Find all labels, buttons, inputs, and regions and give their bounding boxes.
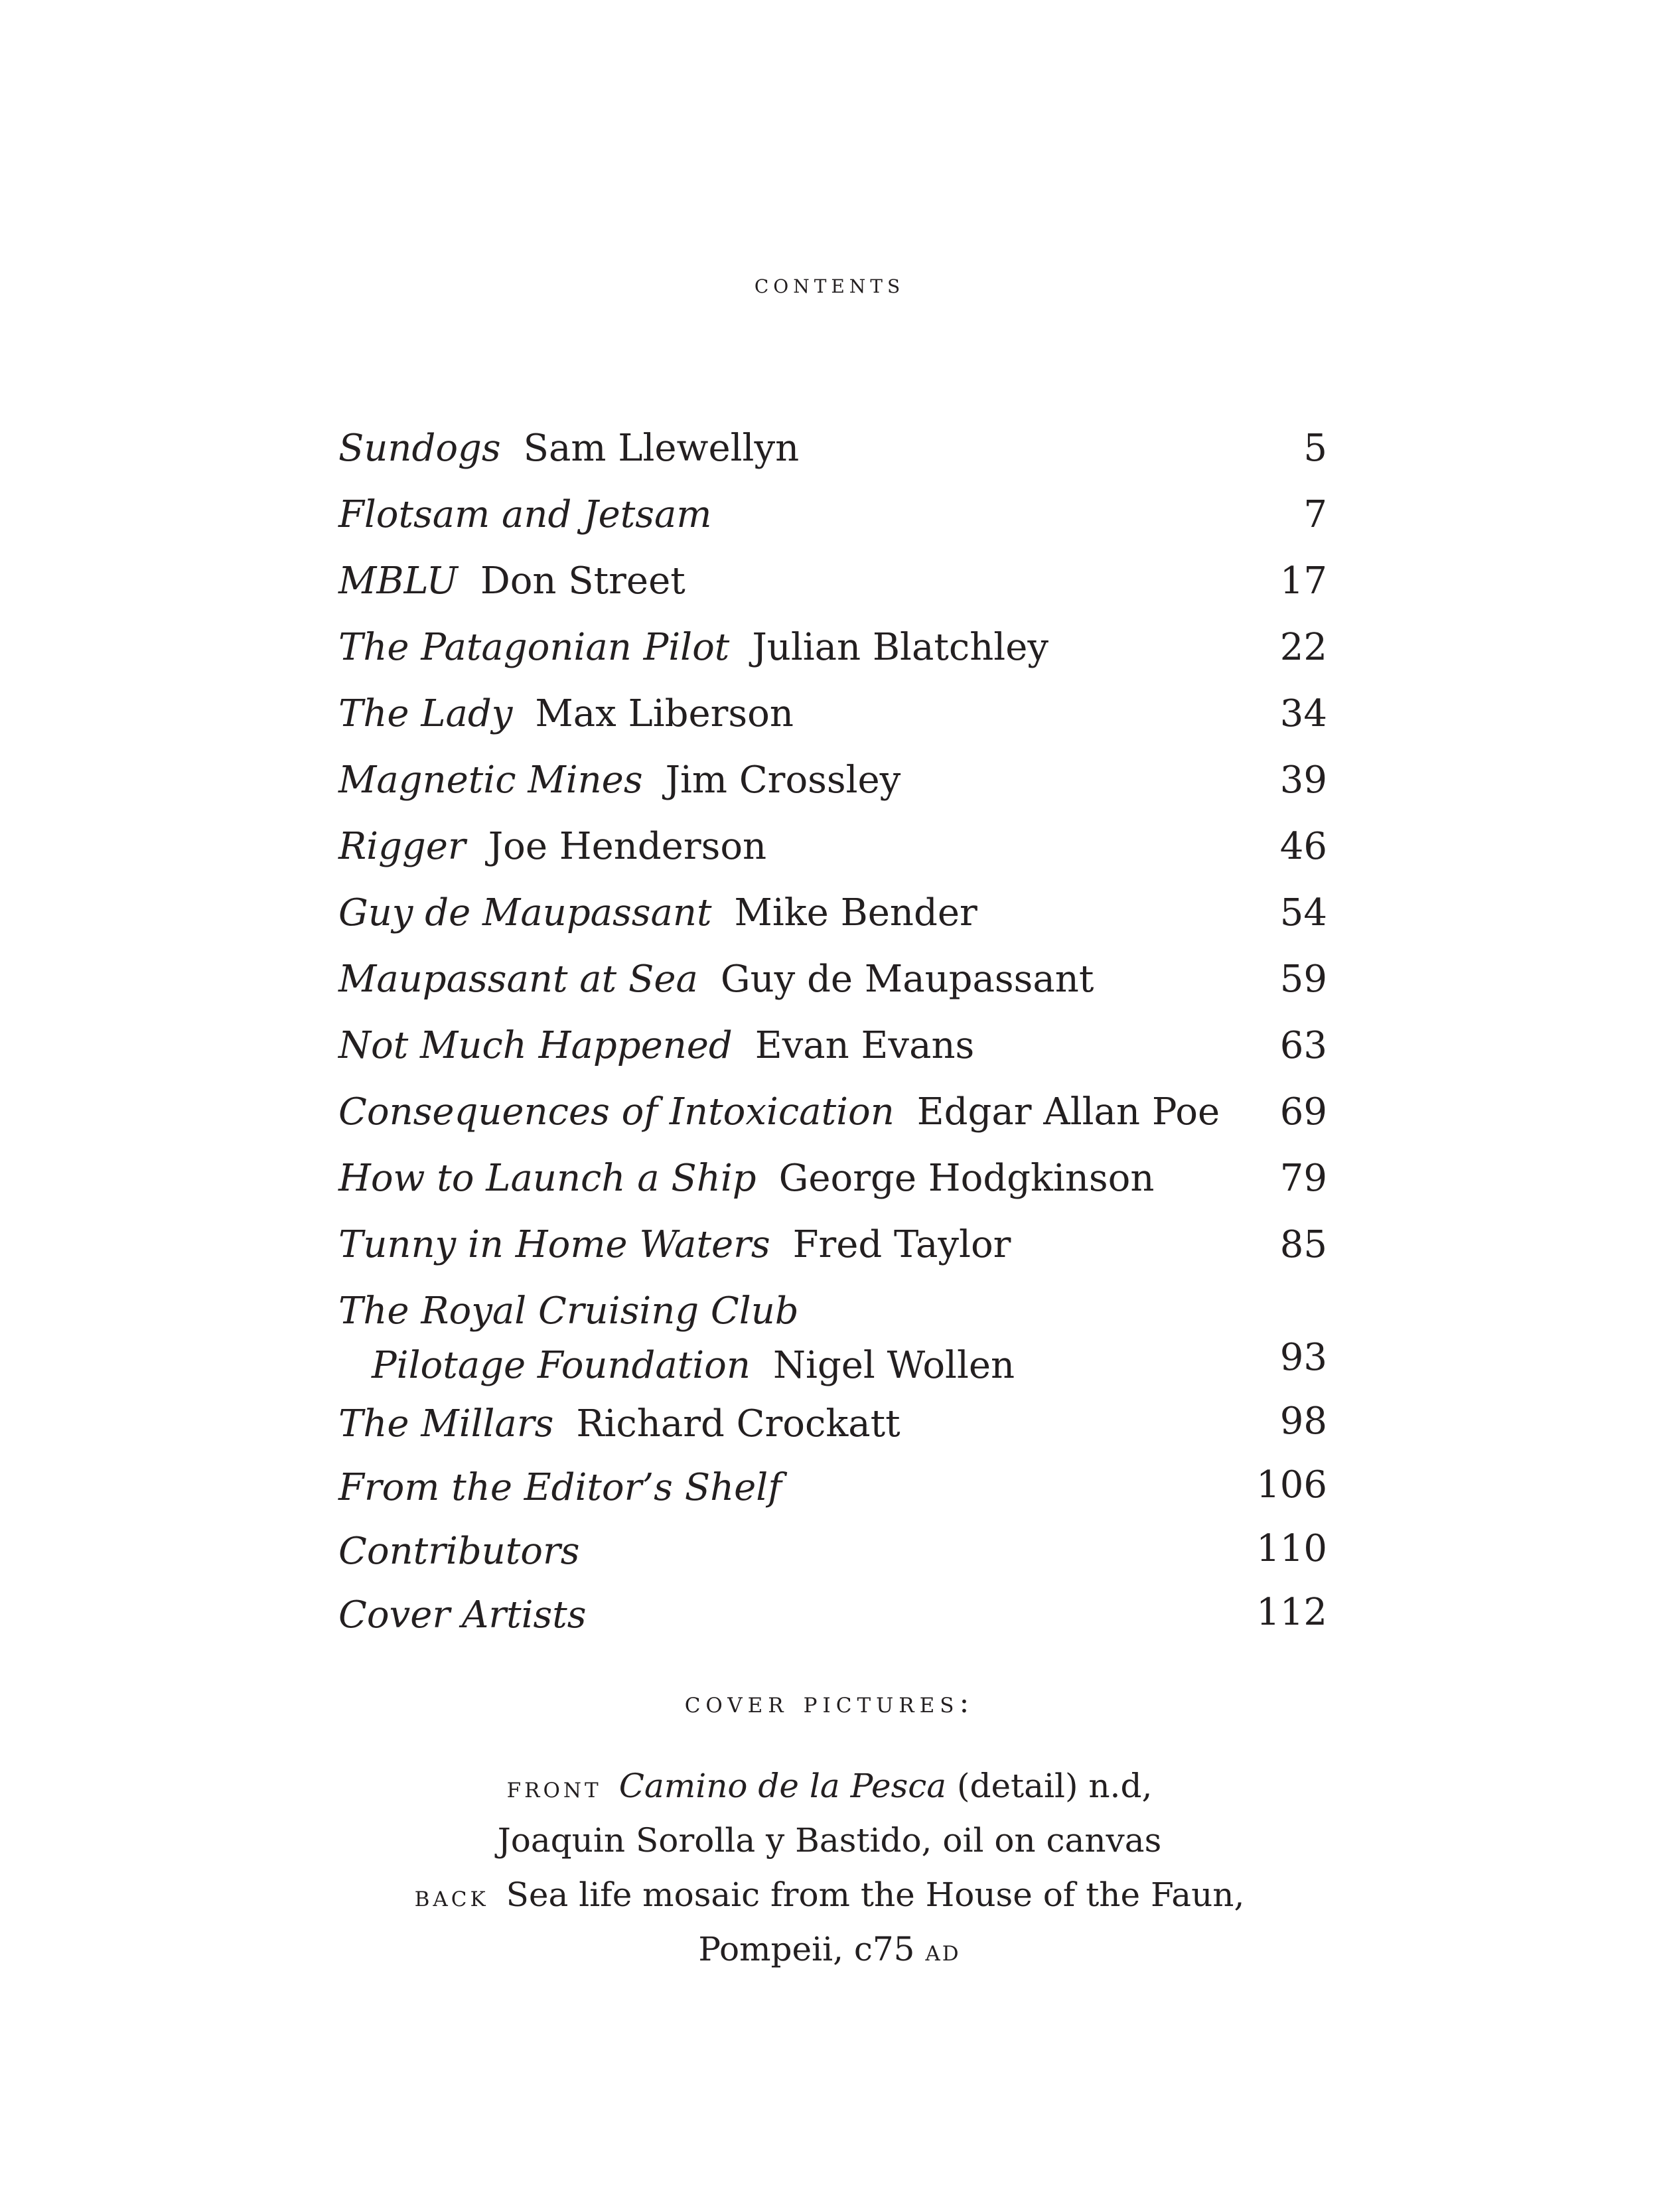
entry-title: The Millars — [338, 1402, 554, 1445]
entry-author: Fred Taylor — [792, 1223, 1011, 1266]
entry-title: Flotsam and Jetsam — [338, 493, 712, 536]
entry-author: Nigel Wollen — [772, 1344, 1015, 1387]
entry-author: Don Street — [480, 559, 685, 603]
toc-entry — [338, 422, 1327, 488]
entry-page-number: 79 — [1279, 1157, 1327, 1200]
entry-author: Julian Blatchley — [752, 626, 1048, 669]
front-label: front — [506, 1771, 602, 1805]
toc-entry — [338, 887, 1327, 953]
cover-front-credit: Joaquin Sorolla y Bastido, oil on canvas — [497, 1821, 1162, 1860]
entry-title: The Lady — [338, 692, 513, 735]
table-of-contents — [338, 422, 1327, 1653]
toc-entry — [338, 488, 1327, 555]
toc-entry — [338, 1152, 1327, 1218]
entry-title: Guy de Maupassant — [338, 891, 712, 934]
entry-title-continued — [372, 1339, 1015, 1392]
toc-entry — [338, 820, 1327, 887]
toc-entry — [338, 688, 1327, 754]
toc-entry — [338, 555, 1327, 621]
entry-page-number: 106 — [1256, 1463, 1327, 1507]
back-label: back — [414, 1880, 489, 1913]
entry-page-number: 54 — [1279, 891, 1327, 934]
cover-back-credit — [0, 1926, 1659, 1974]
entry-title: The Patagonian Pilot — [338, 626, 730, 669]
toc-entry — [338, 1525, 1327, 1589]
entry-page-number: 85 — [1279, 1223, 1327, 1266]
cover-front-line — [0, 1763, 1659, 1811]
entry-author: Jim Crossley — [665, 759, 901, 802]
entry-page-number: 93 — [1279, 1336, 1327, 1379]
front-detail: (detail) n.d, — [956, 1767, 1153, 1805]
entry-title: The Royal Cruising Club — [338, 1290, 799, 1333]
entry-title: From the Editor’s Shelf — [338, 1466, 782, 1509]
entry-page-number: 17 — [1279, 559, 1327, 603]
page-title: contents — [754, 269, 905, 299]
entry-author: Joe Henderson — [488, 825, 767, 868]
back-text: Sea life mosaic from the House of the Faun, — [506, 1876, 1245, 1914]
entry-page-number: 112 — [1256, 1591, 1327, 1634]
toc-entry — [338, 1218, 1327, 1285]
entry-title: How to Launch a Ship — [338, 1157, 757, 1200]
entry-author: Guy de Maupassant — [720, 958, 1094, 1001]
back-credit-era: ad — [925, 1934, 961, 1968]
entry-page-number: 59 — [1279, 958, 1327, 1001]
toc-entry — [338, 1398, 1327, 1461]
toc-entry — [338, 1461, 1327, 1525]
entry-title: Consequences of Intoxication — [338, 1090, 895, 1134]
cover-pictures-heading: cover pictures: — [684, 1686, 975, 1720]
entry-page-number: 69 — [1279, 1090, 1327, 1134]
entry-page-number: 110 — [1256, 1527, 1327, 1570]
entry-author: Richard Crockatt — [576, 1402, 901, 1445]
front-title: Camino de la Pesca — [618, 1767, 947, 1805]
entry-page-number: 7 — [1303, 493, 1327, 536]
entry-title: Contributors — [338, 1530, 580, 1573]
toc-entry — [338, 1086, 1327, 1152]
entry-page-number: 98 — [1279, 1400, 1327, 1443]
entry-title: Not Much Happened — [338, 1024, 733, 1067]
toc-entry — [338, 953, 1327, 1019]
toc-entry — [338, 754, 1327, 820]
entry-page-number: 22 — [1279, 626, 1327, 669]
entry-title: Maupassant at Sea — [338, 958, 698, 1001]
entry-title: MBLU — [338, 559, 458, 603]
entry-page-number: 63 — [1279, 1024, 1327, 1067]
entry-title-line2: Pilotage Foundation — [372, 1344, 751, 1387]
entry-page-number: 5 — [1303, 427, 1327, 470]
entry-author: Edgar Allan Poe — [916, 1090, 1220, 1134]
entry-author: Sam Llewellyn — [523, 427, 800, 470]
entry-author: Evan Evans — [755, 1024, 975, 1067]
back-credit-text: Pompeii, c75 — [698, 1930, 915, 1968]
entry-title: Cover Artists — [338, 1593, 587, 1637]
toc-entry — [338, 621, 1327, 688]
entry-title: Sundogs — [338, 427, 501, 470]
entry-page-number: 46 — [1279, 825, 1327, 868]
entry-page-number: 34 — [1279, 692, 1327, 735]
toc-entry — [338, 1019, 1327, 1086]
entry-author: Max Liberson — [535, 692, 794, 735]
toc-entry — [338, 1285, 1327, 1398]
entry-page-number: 39 — [1279, 759, 1327, 802]
entry-author: George Hodgkinson — [778, 1157, 1155, 1200]
entry-title: Tunny in Home Waters — [338, 1223, 770, 1266]
entry-title: Magnetic Mines — [338, 759, 643, 802]
cover-back-line — [0, 1872, 1659, 1920]
entry-author: Mike Bender — [734, 891, 977, 934]
toc-entry — [338, 1589, 1327, 1653]
entry-title: Rigger — [338, 825, 466, 868]
